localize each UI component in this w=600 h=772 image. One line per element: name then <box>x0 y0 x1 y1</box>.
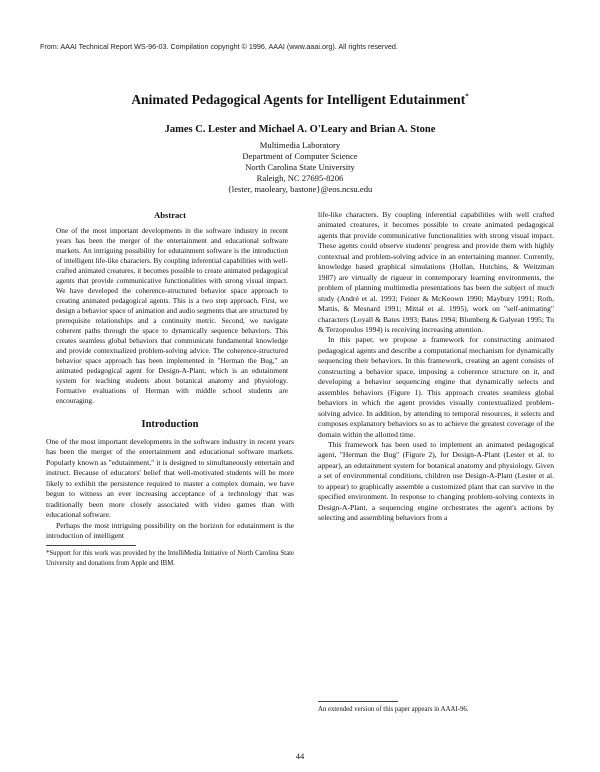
intro-paragraph-1: One of the most important developments in the software industry in recent years has been the merger of the entertainment and educational software markets. Popularly known as "edutainment," it is designed to simultaneously entertain and instruct. Because of educators' belief that well-motivated students will be more likely to exhibit the persistence required to master a complex domain, we have begun to witness an ever increasing acceptance of a technology that was traditionally been more closely associated with video games than with educational software. <box>46 436 294 520</box>
right-footnote-block <box>318 697 554 714</box>
abstract-heading: Abstract <box>154 210 186 220</box>
affiliation-line: Raleigh, NC 27695-8206 <box>256 173 344 183</box>
paper-title <box>40 92 560 108</box>
affiliation-line: Department of Computer Science <box>242 151 358 161</box>
author-list: James C. Lester and Michael A. O'Leary and Brian A. Stone <box>164 124 436 135</box>
extended-version-footnote: An extended version of this paper appears in AAAI-96. <box>318 706 469 713</box>
body-paragraph-2: In this paper, we propose a framework for constructing animated pedagogical agents and describe a computational mechanism for dynamically sequencing their behaviors. In this framework, creating an agent consists of constructing a behavior space, imposing a coherence structure on it, and developing a behavior sequencing engine that dynamically selects and assembles behaviors (Figure 1). This approach creates seamless global behaviors in which the agent provides visually contextualized problem-solving advice. In addition, by attending to temporal resources, it selects and composes explanatory behaviors so as to achieve the greatest coverage of the domain within the allotted time. <box>318 335 554 439</box>
page-number: 44 <box>295 751 305 761</box>
affiliation-block <box>40 140 560 195</box>
body-paragraph-1: life-like characters. By coupling inferential capabilities with well crafted animated creatures, it becomes possible to create animated pedagogical agents that provide communicative functionalities with strong visual impact. These agents could observe students' progress and provide them with highly contextual and problem-solving advice in an entertaining manner. Currently, knowledge based graphical simulations (Hollan, Hutchins, & Weitzman 1987) are virtually de rigueur in contemporary learning environments, the problem of planning multimedia presentations has been the subject of much study (André et al. 1993; Feiner & McKeown 1990; Maybury 1991; Roth, Mattis, & Mesnard 1991; Mittal et al. 1995), work on "self-animating" characters (Loyall & Bates 1993; Bates 1994; Blumberg & Galyean 1995; Tu & Terzopoulos 1994) is receiving increasing attention. <box>318 210 554 334</box>
affiliation-line: Multimedia Laboratory <box>259 140 341 150</box>
left-column <box>46 210 294 568</box>
support-footnote: *Support for this work was provided by the IntelliMedia Initiative of North Carolina State University and donations from Apple and IBM. <box>46 550 294 567</box>
affiliation-emails: {lester, maoleary, bastone}@eos.ncsu.edu <box>227 184 373 194</box>
abstract-text: One of the most important developments in the software industry in recent years has been the merger of the entertainment and educational software markets. An intriguing possibility for edutainment software is the introduction of intelligent life-like characters. By coupling inferential capabilities with well-crafted animated creatures, it becomes possible to create animated pedagogical agents that provide communicative functionalities with strong visual impact. We have developed the coherence-structured behavior space approach to creating animated pedagogical agents. This is a two step approach. First, we design a behavior space of animation and audio segments that are structured by prerequisite relationships and a continuity metric. Second, we navigate coherent paths through the space to dynamically sequence behaviors. This creates seamless global behaviors that communicate fundamental knowledge and provide contextualized problem-solving advice. The coherence-structured behavior space approach has been implemented in "Herman the Bug," an animated pedagogical agent for Design-A-Plant, which is an edutainment system for teaching students about botanical anatomy and physiology. Formative evaluations of Herman with middle school students are encouraging. <box>56 226 288 406</box>
introduction-heading: Introduction <box>141 419 199 431</box>
title-footnote-marker: * <box>465 92 469 101</box>
body-paragraph-3: This framework has been used to implement an animated pedagogical agent, "Herman the Bug" (Figure 2), for Design-A-Plant (Lester et al. to appear), an edutainment system for botanical anatomy and physiology. Given a set of environmental conditions, children use Design-A-Plant (Lester et al. to appear) to graphically assemble a customized plant that can survive in the specified environment. In response to changing problem-solving contexts in Design-A-Plant, a sequencing engine orchestrates the agent's actions by selecting and assembling behaviors from a <box>318 439 554 523</box>
right-column <box>318 210 554 524</box>
copyright-header: From: AAAI Technical Report WS-96-03. Compilation copyright © 1996, AAAI (www.aaai.org). All rights reserved. <box>40 42 398 51</box>
intro-paragraph-2: Perhaps the most intriguing possibility on the horizon for edutainment is the introduction of intelligent <box>46 520 294 540</box>
affiliation-line: North Carolina State University <box>245 162 355 172</box>
footnote-divider <box>318 701 398 702</box>
title-text: Animated Pedagogical Agents for Intelligent Edutainment <box>131 92 466 107</box>
footnote-divider <box>46 545 136 546</box>
